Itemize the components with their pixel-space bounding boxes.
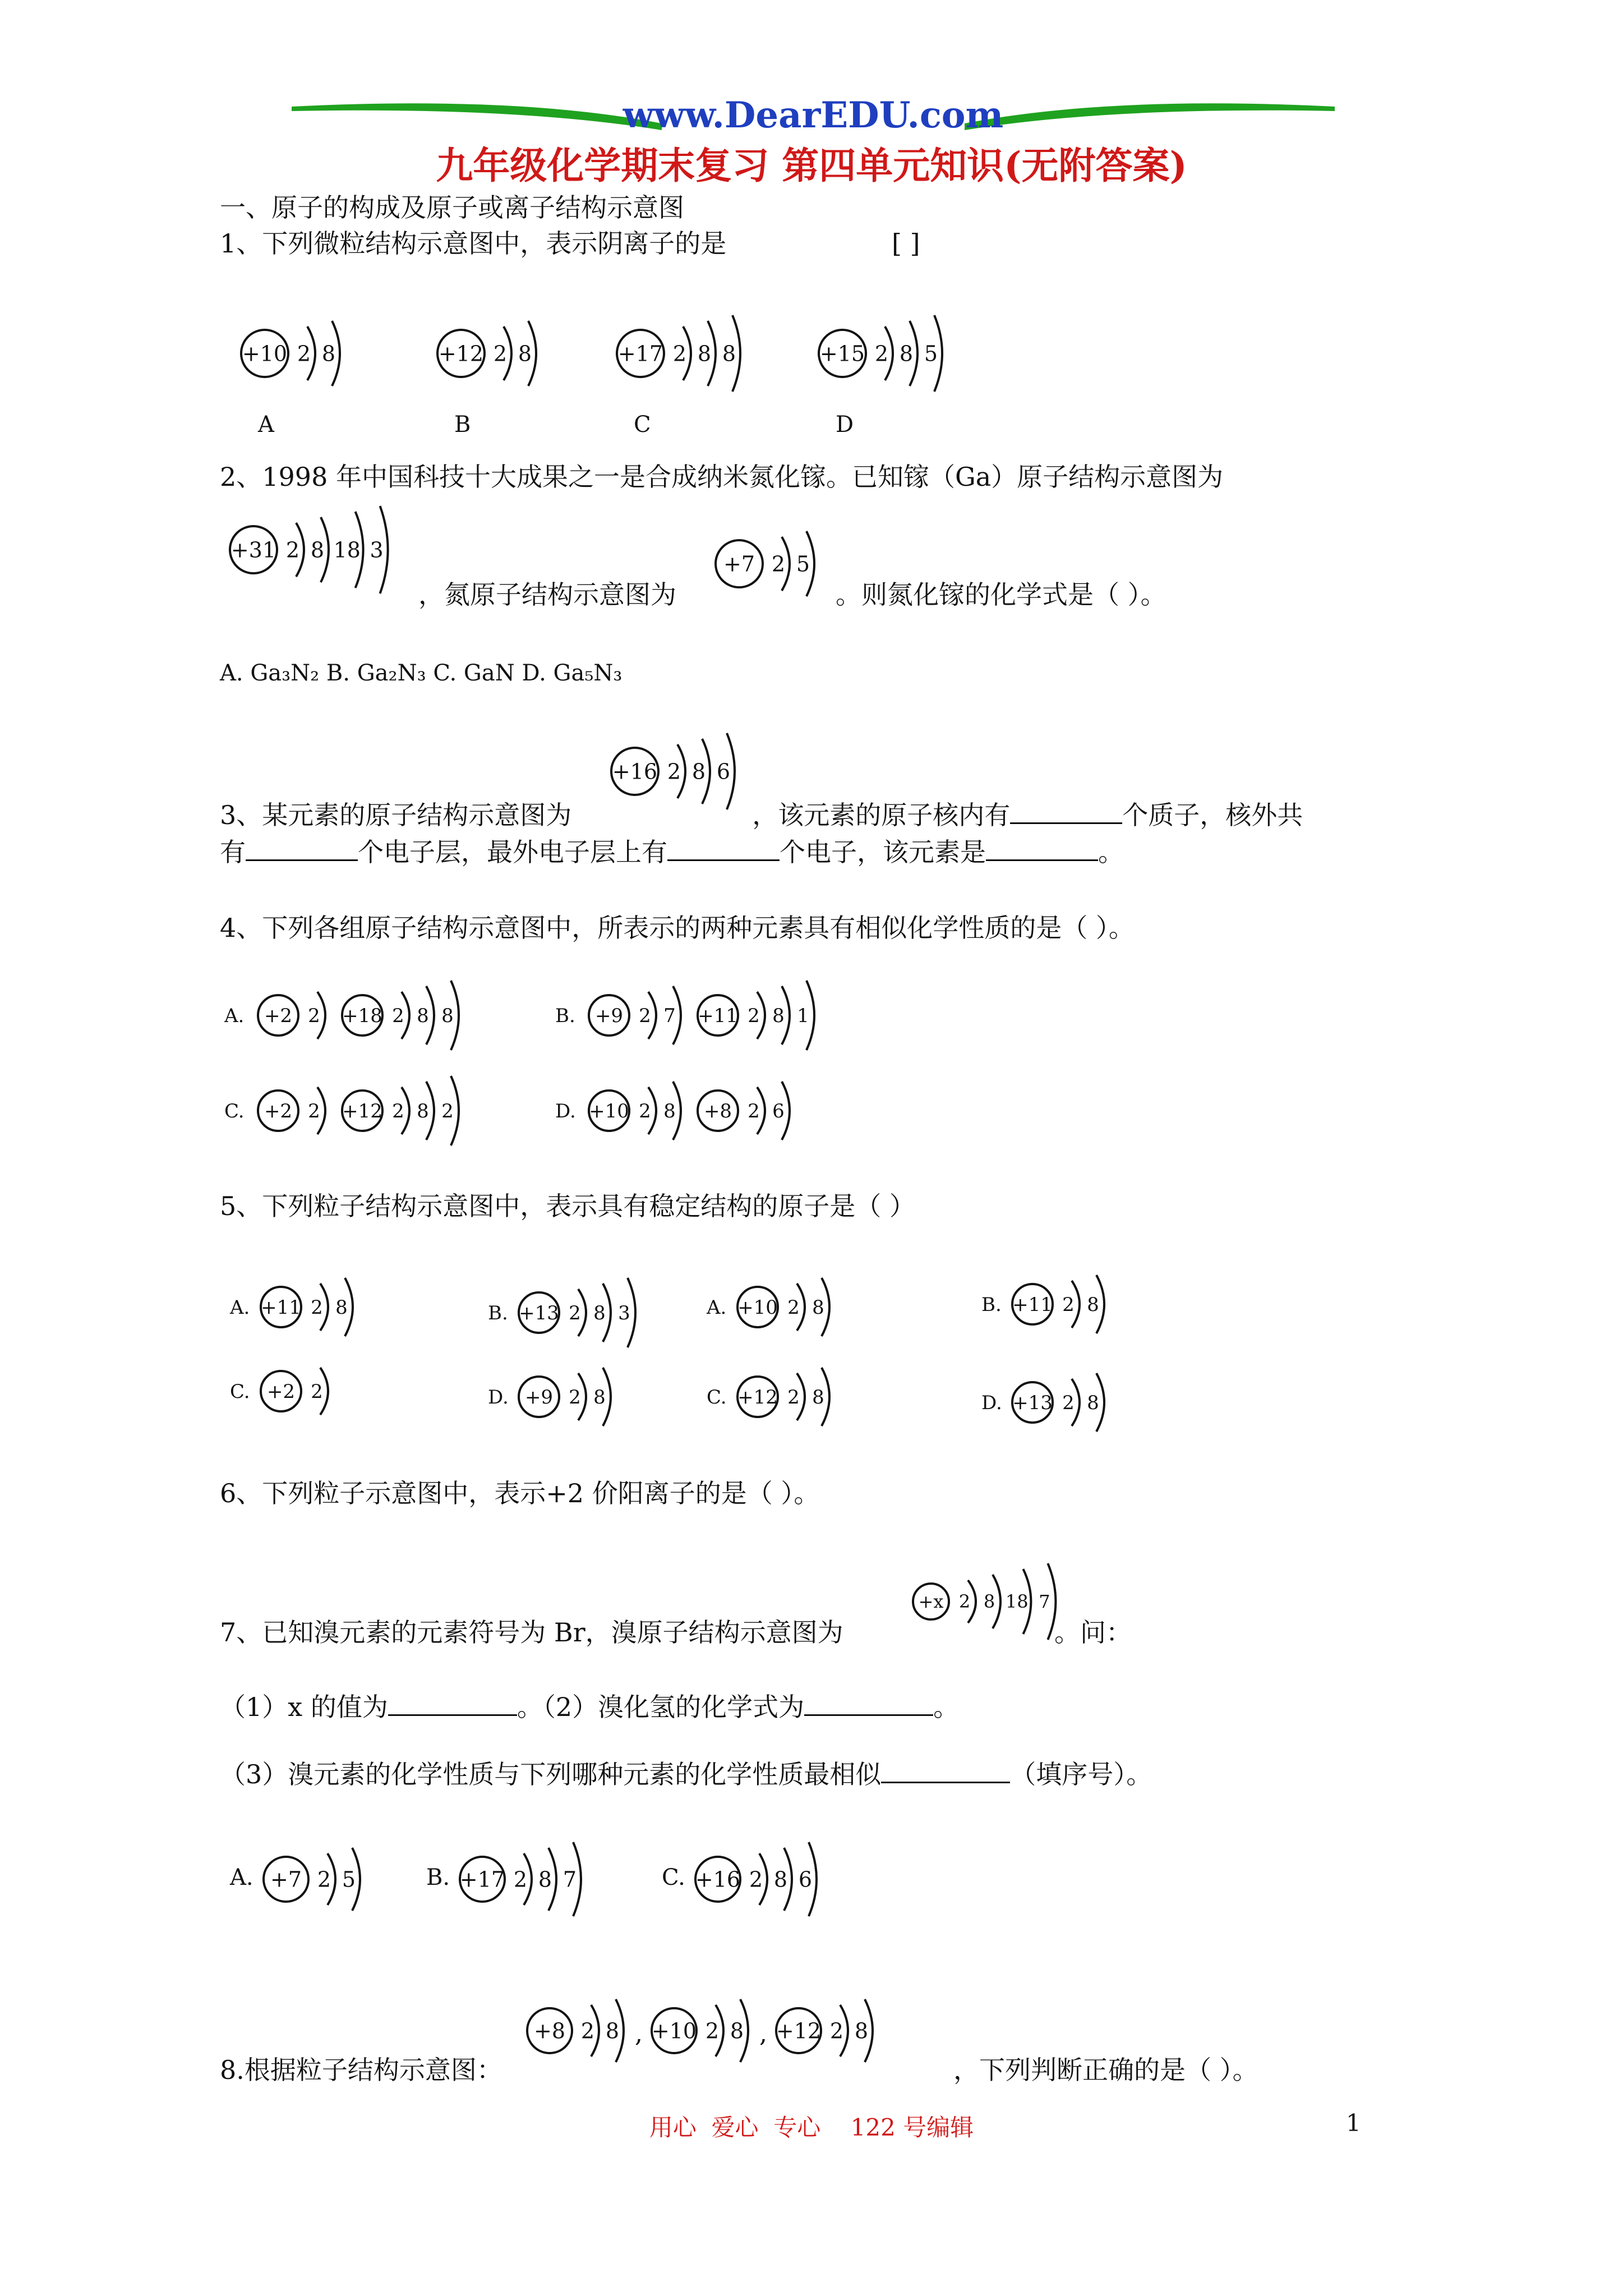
option-label: C. [707, 1386, 727, 1409]
shell-electrons: 2 [748, 1004, 760, 1027]
atom-diagram [819, 315, 942, 392]
atom-diagram [342, 981, 459, 1050]
shell-electrons: 2 [787, 1386, 800, 1409]
nucleus-charge: +12 [776, 2018, 822, 2044]
shell-electrons: 18 [1005, 1591, 1029, 1613]
nucleus-charge: +17 [459, 1867, 505, 1892]
atom-diagram [737, 1368, 829, 1426]
shell-electrons: 2 [672, 341, 687, 366]
q2-ga-diagram [224, 505, 426, 595]
atom-diagram [716, 531, 814, 596]
shell-electrons: 8 [310, 537, 325, 563]
shell-electrons: 8 [321, 341, 336, 366]
shell-electrons: 2 [311, 1296, 323, 1319]
shell-electrons: 6 [716, 759, 731, 784]
shell-electrons: 8 [605, 2018, 620, 2044]
option-label: B. [488, 1302, 508, 1324]
option-label: C. [224, 1100, 245, 1122]
nucleus-charge: +12 [342, 1099, 382, 1122]
nucleus-charge: +31 [230, 537, 276, 563]
option-label: B. [426, 1865, 450, 1890]
q4-diagrams [224, 976, 925, 1150]
shell-electrons: 8 [697, 341, 712, 366]
atom-diagram [913, 1563, 1055, 1640]
shell-electrons: 5 [342, 1867, 356, 1892]
shell-electrons: 2 [493, 341, 508, 366]
shell-electrons: 2 [958, 1591, 971, 1613]
q1-text: 1、下列微粒结构示意图中，表示阴离子的是 [220, 228, 727, 259]
q4-text: 4、下列各组原子结构示意图中，所表示的两种元素具有相似化学性质的是（ ）。 [220, 913, 1135, 943]
shell-electrons: 3 [370, 537, 384, 563]
nucleus-charge: +7 [723, 551, 755, 577]
q3-line2b: 个电子层，最外电子层上有 [358, 837, 667, 867]
q3-line2a: 有 [220, 837, 246, 867]
atom-diagram [652, 1999, 748, 2062]
nucleus-charge: +16 [612, 759, 658, 784]
nucleus-charge: +2 [264, 1004, 293, 1027]
shell-electrons: 2 [392, 1099, 404, 1122]
shell-electrons: 8 [854, 2018, 869, 2044]
atom-diagram [460, 1842, 581, 1916]
atom-diagram [261, 1278, 353, 1336]
nucleus-charge: +11 [698, 1004, 738, 1027]
nucleus-charge: +12 [438, 341, 484, 366]
atom-diagram [527, 1999, 624, 2062]
q3-line2 [220, 834, 1124, 869]
q3-post2: 个质子，核外共 [1122, 800, 1303, 830]
shell-electrons: 8 [730, 2018, 744, 2044]
atom-diagram [1012, 1275, 1104, 1333]
shell-electrons: 6 [772, 1099, 785, 1122]
option-label: D. [981, 1392, 1002, 1414]
q7-p1b: 。（2）溴化氢的化学式为 [517, 1692, 805, 1722]
nucleus-charge: +11 [261, 1296, 301, 1319]
nucleus-charge: +13 [1012, 1391, 1053, 1414]
shell-electrons: 2 [771, 551, 786, 577]
nucleus-charge: +18 [342, 1004, 382, 1027]
option-label: A. [224, 1005, 245, 1027]
shell-electrons: 8 [773, 1867, 788, 1892]
atom-diagram [589, 986, 681, 1045]
q6-text: 6、下列粒子示意图中，表示+2 价阳离子的是（ ）。 [220, 1478, 820, 1508]
shell-electrons: 2 [308, 1004, 320, 1027]
q3-line2d: 。 [1098, 837, 1124, 867]
shell-electrons: 2 [1062, 1391, 1075, 1414]
shell-electrons: 7 [562, 1867, 577, 1892]
q3-pre: 3、某元素的原子结构示意图为 [220, 800, 572, 830]
q7-pre: 7、已知溴元素的元素符号为 Br，溴原子结构示意图为 [220, 1617, 843, 1648]
q3-post1: ，该元素的原子核内有 [752, 800, 1011, 830]
nucleus-charge: +x [918, 1591, 944, 1613]
nucleus-charge: +10 [589, 1099, 629, 1122]
shell-electrons: 2 [580, 2018, 595, 2044]
option-label: C. [230, 1381, 250, 1403]
q7-p1c: 。 [933, 1692, 960, 1722]
atom-diagram [1012, 1373, 1104, 1432]
shell-electrons: 2 [285, 537, 300, 563]
nucleus-charge: +12 [737, 1386, 778, 1409]
q3-line1 [220, 797, 1303, 832]
shell-electrons: 2 [667, 759, 681, 784]
page-title: 九年级化学期末复习 第四单元知识(无附答案) [436, 144, 1187, 187]
shell-electrons: 8 [593, 1301, 606, 1324]
shell-electrons: 2 [639, 1004, 651, 1027]
shell-electrons: 2 [569, 1386, 581, 1409]
option-label: A [258, 412, 274, 438]
shell-electrons: 5 [796, 551, 810, 577]
q3-blank-protons[interactable] [1010, 797, 1122, 824]
shell-electrons: 8 [899, 341, 914, 366]
atom-diagram [519, 1278, 635, 1347]
shell-electrons: 8 [335, 1296, 348, 1319]
shell-electrons: 2 [639, 1099, 651, 1122]
option-label: B. [981, 1294, 1002, 1316]
q7-diagram [909, 1559, 1071, 1644]
atom-diagram [258, 992, 325, 1039]
nucleus-charge: +11 [1012, 1293, 1053, 1316]
shell-electrons: 2 [569, 1301, 581, 1324]
atom-diagram [589, 1082, 681, 1140]
shell-electrons: 8 [983, 1591, 995, 1613]
shell-electrons: 2 [874, 341, 889, 366]
footer-text: 用心 爱心 专心 122 号编辑 [649, 2114, 974, 2141]
shell-electrons: 2 [392, 1004, 404, 1027]
atom-diagram [737, 1278, 829, 1336]
shell-electrons: 2 [705, 2018, 720, 2044]
q8-post: ，下列判断正确的是（ ）。 [953, 2055, 1258, 2085]
atom-diagram [261, 1368, 328, 1415]
shell-electrons: 2 [308, 1099, 320, 1122]
q2-choices: A. Ga₃N₂ B. Ga₂N₃ C. GaN D. Ga₅N₃ [220, 660, 623, 686]
q2-text: 2、1998 年中国科技十大成果之一是合成纳米氮化镓。已知镓（Ga）原子结构示意图为 [220, 462, 1224, 492]
option-label: A. [230, 1865, 253, 1890]
section-heading: 一、原子的构成及原子或离子结构示意图 [220, 192, 684, 223]
shell-electrons: 18 [333, 537, 361, 563]
shell-electrons: 8 [417, 1099, 429, 1122]
shell-electrons: 2 [317, 1867, 331, 1892]
nucleus-charge: +2 [264, 1099, 293, 1122]
shell-electrons: 2 [787, 1296, 800, 1319]
shell-electrons: 5 [924, 341, 938, 366]
nucleus-charge: +10 [651, 2018, 697, 2044]
q7-part1 [220, 1688, 959, 1724]
atom-diagram [695, 1842, 817, 1916]
option-label: C [634, 412, 651, 438]
option-label: B. [555, 1005, 575, 1027]
shell-electrons: 8 [518, 341, 532, 366]
atom-diagram [241, 321, 340, 386]
atom-diagram [342, 1076, 459, 1145]
option-label: B [454, 412, 471, 438]
shell-electrons: 2 [749, 1867, 763, 1892]
shell-electrons: 1 [797, 1004, 809, 1027]
shell-electrons: 7 [663, 1004, 676, 1027]
shell-electrons: 2 [297, 341, 311, 366]
q7-blank-x[interactable] [388, 1688, 517, 1716]
shell-electrons: 6 [798, 1867, 813, 1892]
nucleus-charge: +15 [819, 341, 865, 366]
separator-comma: , [635, 2019, 643, 2048]
q5-text: 5、下列粒子结构示意图中，表示具有稳定结构的原子是（ ） [220, 1191, 915, 1221]
nucleus-charge: +8 [533, 2018, 566, 2044]
shell-electrons: 2 [1062, 1293, 1075, 1316]
q5-diagrams [224, 1262, 1178, 1447]
nucleus-charge: +9 [594, 1004, 624, 1027]
q2-mid: ，氮原子结构示意图为 [418, 579, 676, 610]
nucleus-charge: +17 [617, 341, 663, 366]
q7-p1a: （1）x 的值为 [220, 1692, 388, 1722]
shell-electrons: 8 [772, 1004, 785, 1027]
option-label: A. [707, 1296, 727, 1319]
shell-electrons: 8 [538, 1867, 552, 1892]
option-label: A. [230, 1296, 250, 1319]
q2-n-diagram [710, 522, 850, 606]
atom-diagram [617, 315, 740, 392]
q1-diagrams [236, 292, 1077, 449]
atom-diagram [519, 1368, 611, 1426]
shell-electrons: 2 [748, 1099, 760, 1122]
nucleus-charge: +13 [519, 1301, 559, 1324]
q7-options [224, 1829, 925, 1930]
shell-electrons: 2 [829, 2018, 844, 2044]
shell-electrons: 2 [441, 1099, 454, 1122]
shell-electrons: 8 [441, 1004, 454, 1027]
shell-electrons: 8 [417, 1004, 429, 1027]
nucleus-charge: +10 [242, 341, 288, 366]
atom-diagram [264, 1848, 360, 1911]
q7-blank-hbr[interactable] [804, 1688, 933, 1716]
q3-line2c: 个电子，该元素是 [780, 837, 986, 867]
q8-diagrams [522, 1980, 959, 2076]
nucleus-charge: +10 [737, 1296, 778, 1319]
nucleus-charge: +8 [703, 1099, 732, 1122]
shell-electrons: 8 [1087, 1391, 1099, 1414]
nucleus-charge: +7 [270, 1867, 302, 1892]
nucleus-charge: +9 [524, 1386, 554, 1409]
site-url: www.DearEDU.com [623, 94, 1004, 136]
q1-bracket: [ ] [892, 228, 920, 259]
shell-electrons: 2 [513, 1867, 528, 1892]
atom-diagram [258, 1087, 325, 1134]
option-label: D. [555, 1100, 576, 1122]
q7-p2b: （填序号）。 [1010, 1759, 1152, 1789]
shell-electrons: 3 [618, 1301, 630, 1324]
option-label: D. [488, 1386, 509, 1409]
q7-blank-similar[interactable] [881, 1756, 1010, 1783]
atom-diagram [698, 981, 814, 1050]
q8-pre: 8.根据粒子结构示意图： [220, 2055, 502, 2085]
atom-diagram [776, 1999, 873, 2062]
shell-electrons: 8 [722, 341, 736, 366]
shell-electrons: 8 [812, 1296, 824, 1319]
shell-electrons: 7 [1039, 1591, 1050, 1613]
option-label: D [836, 412, 854, 438]
q7-part3 [220, 1756, 1152, 1791]
page-number: 1 [1346, 2109, 1361, 2137]
atom-diagram [437, 321, 536, 386]
atom-diagram [230, 506, 388, 593]
shell-electrons: 8 [593, 1386, 606, 1409]
option-label: C. [662, 1865, 685, 1890]
q3-blank-shells[interactable] [246, 834, 358, 861]
shell-electrons: 2 [311, 1380, 323, 1403]
shell-electrons: 8 [812, 1386, 824, 1409]
q7-p2a: （3）溴元素的化学性质与下列哪种元素的化学性质最相似 [220, 1759, 882, 1789]
shell-electrons: 8 [1087, 1293, 1099, 1316]
q7-post: 。问： [1054, 1617, 1132, 1648]
nucleus-charge: +2 [266, 1380, 296, 1403]
nucleus-charge: +16 [695, 1867, 741, 1892]
q3-blank-element[interactable] [986, 834, 1098, 861]
q3-blank-outer[interactable] [667, 834, 780, 861]
q2-end: 。则氮化镓的化学式是（ ）。 [836, 579, 1166, 610]
atom-diagram [698, 1082, 790, 1140]
shell-electrons: 8 [663, 1099, 676, 1122]
separator-comma: , [759, 2019, 767, 2048]
shell-electrons: 8 [691, 759, 706, 784]
